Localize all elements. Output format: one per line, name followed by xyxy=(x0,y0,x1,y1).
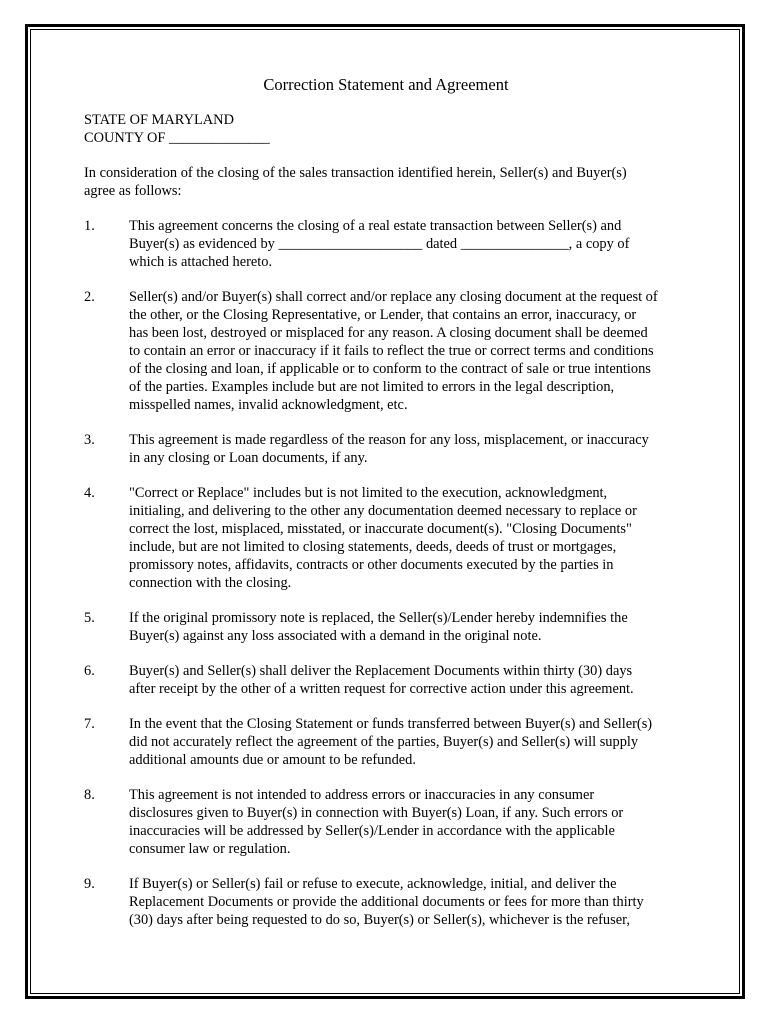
item-line: of the closing and loan, if applicable or to conform to the contract of sale or true intentions xyxy=(129,361,651,377)
intro-paragraph xyxy=(84,164,688,200)
item-line: in any closing or Loan documents, if any. xyxy=(129,450,368,466)
item-number: 1. xyxy=(84,218,95,234)
item-line: correct the lost, misplaced, misstated, or inaccurate document(s). "Closing Documents" xyxy=(129,521,632,537)
item-line: disclosures given to Buyer(s) in connection with Buyer(s) Loan, if any. Such errors or xyxy=(129,805,624,821)
agreement-items xyxy=(84,217,688,929)
item-line: This agreement concerns the closing of a real estate transaction between Seller(s) and xyxy=(129,218,622,234)
item-number: 8. xyxy=(84,787,95,803)
item-line: initialing, and delivering to the other any documentation deemed necessary to replace or xyxy=(129,503,637,519)
item-line: "Correct or Replace" includes but is not limited to the execution, acknowledgment, xyxy=(129,485,608,501)
item-line: Buyer(s) and Seller(s) shall deliver the Replacement Documents within thirty (30) days xyxy=(129,663,633,679)
agreement-item-4 xyxy=(84,484,688,592)
item-line: the other, or the Closing Representative, or Lender, that contains an error, inaccuracy, or xyxy=(129,307,637,323)
item-line: which is attached hereto. xyxy=(129,254,273,270)
intro-line: In consideration of the closing of the sales transaction identified herein, Seller(s) and Buyer(s) xyxy=(84,165,627,181)
item-line: additional amounts due or amount to be refunded. xyxy=(129,752,416,768)
county-line: COUNTY OF ______________ xyxy=(84,130,270,146)
item-line: In the event that the Closing Statement or funds transferred between Buyer(s) and Seller(s) xyxy=(129,716,653,732)
item-number: 5. xyxy=(84,610,95,626)
intro-line: agree as follows: xyxy=(84,183,182,199)
item-line: This agreement is made regardless of the reason for any loss, misplacement, or inaccuracy xyxy=(129,432,649,448)
item-line: has been lost, destroyed or misplaced for any reason. A closing document shall be deemed xyxy=(129,325,648,341)
item-line: after receipt by the other of a written request for corrective action under this agreement. xyxy=(129,681,634,697)
item-line: promissory notes, affidavits, contracts or other documents executed by the parties in xyxy=(129,557,614,573)
item-line: of the parties. Examples include but are not limited to errors in the legal description, xyxy=(129,379,615,395)
agreement-item-9 xyxy=(84,875,688,929)
item-line: If the original promissory note is replaced, the Seller(s)/Lender hereby indemnifies the xyxy=(129,610,628,626)
agreement-item-3 xyxy=(84,431,688,467)
item-number: 9. xyxy=(84,876,95,892)
document-body xyxy=(84,74,688,946)
item-line: Buyer(s) against any loss associated with a demand in the original note. xyxy=(129,628,542,644)
item-number: 3. xyxy=(84,432,95,448)
agreement-item-2 xyxy=(84,288,688,414)
item-line: inaccuracies will be addressed by Seller(s)/Lender in accordance with the applicable xyxy=(129,823,615,839)
agreement-item-6 xyxy=(84,662,688,698)
item-line: Seller(s) and/or Buyer(s) shall correct and/or replace any closing document at the request of xyxy=(129,289,658,305)
item-line: If Buyer(s) or Seller(s) fail or refuse to execute, acknowledge, initial, and deliver the xyxy=(129,876,617,892)
state-line: STATE OF MARYLAND xyxy=(84,112,234,128)
item-number: 2. xyxy=(84,289,95,305)
agreement-item-8 xyxy=(84,786,688,858)
agreement-item-1 xyxy=(84,217,688,271)
item-number: 7. xyxy=(84,716,95,732)
agreement-item-5 xyxy=(84,609,688,645)
item-line: Replacement Documents or provide the additional documents or fees for more than thirty xyxy=(129,894,644,910)
item-line: (30) days after being requested to do so, Buyer(s) or Seller(s), whichever is the refuser, xyxy=(129,912,630,928)
item-line: This agreement is not intended to address errors or inaccuracies in any consumer xyxy=(129,787,595,803)
item-line: to contain an error or inaccuracy if it fails to reflect the true or correct terms and conditions xyxy=(129,343,654,359)
venue-block xyxy=(84,111,688,147)
item-line: misspelled names, invalid acknowledgment, etc. xyxy=(129,397,408,413)
item-line: connection with the closing. xyxy=(129,575,292,591)
item-number: 4. xyxy=(84,485,95,501)
item-line: Buyer(s) as evidenced by ____________________ dated _______________, a copy of xyxy=(129,236,630,252)
document-title: Correction Statement and Agreement xyxy=(263,75,509,94)
agreement-item-7 xyxy=(84,715,688,769)
item-line: include, but are not limited to closing statements, deeds, deeds of trust or mortgages, xyxy=(129,539,617,555)
item-number: 6. xyxy=(84,663,95,679)
item-line: did not accurately reflect the agreement of the parties, Buyer(s) and Seller(s) will supply xyxy=(129,734,639,750)
item-line: consumer law or regulation. xyxy=(129,841,291,857)
